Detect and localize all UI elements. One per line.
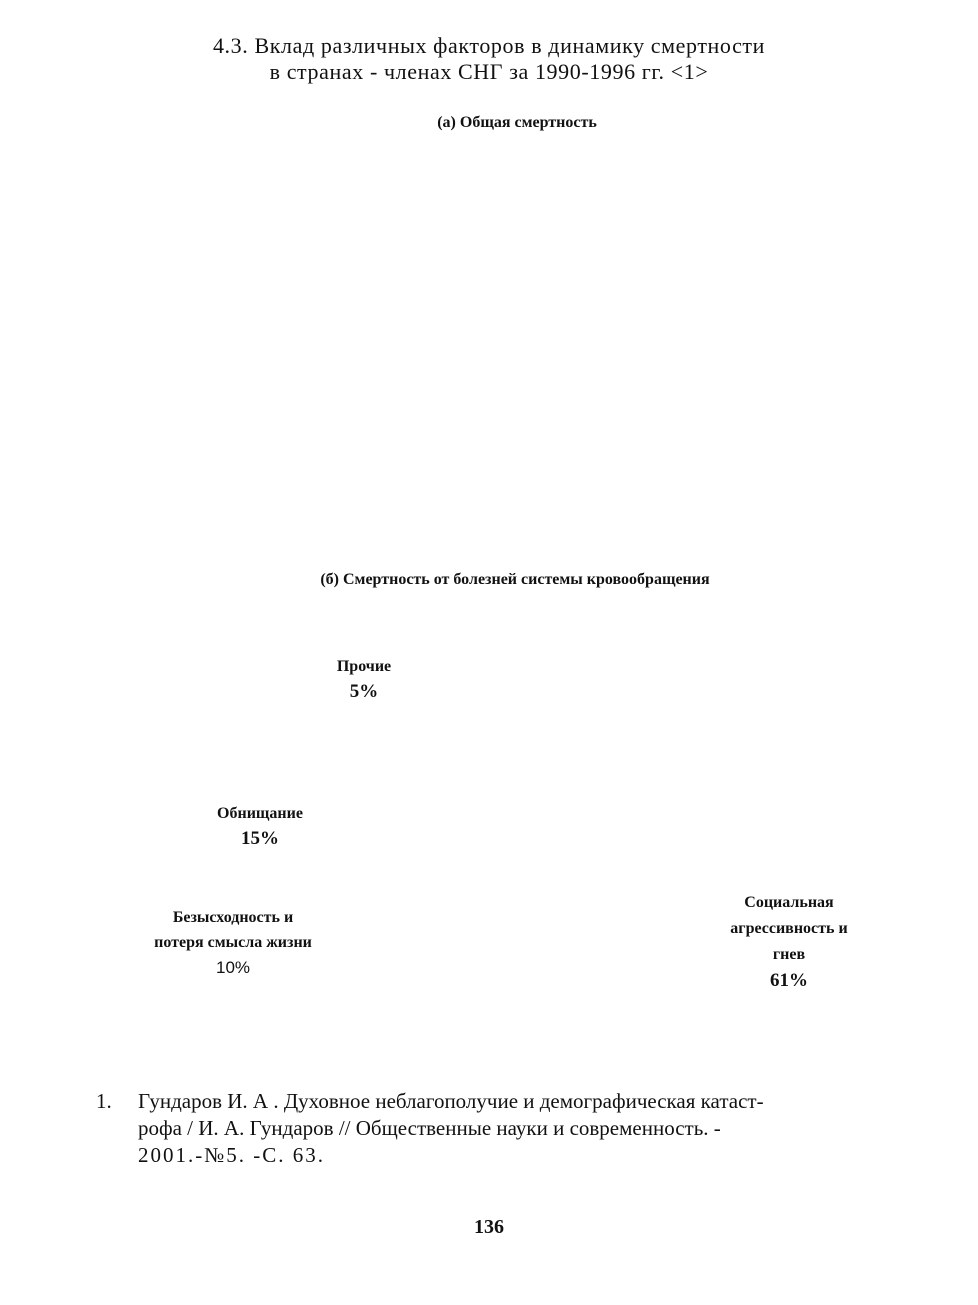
- slice-label-hopelessness-name-1: Безысходность и: [172, 909, 294, 926]
- page-number: 136: [474, 1216, 504, 1238]
- section-title-line1: 4.3. Вклад различных факторов в динамику смертности: [212, 33, 766, 58]
- chart-b-title: (б) Смертность от болезней системы кровообращения: [320, 571, 710, 588]
- footnote-line3: 2001.-№5. -С. 63.: [138, 1143, 326, 1167]
- slice-label-other-name: Прочие: [336, 658, 392, 675]
- slice-label-aggression-value: 61%: [770, 970, 808, 991]
- slice-label-aggression-name-3: гнев: [772, 946, 806, 963]
- footnote-text: [138, 1088, 883, 1169]
- slice-label-hopelessness: [123, 905, 343, 980]
- slice-label-hopelessness-name-2: потеря смысла жизни: [154, 934, 312, 951]
- slice-label-poverty: [190, 801, 330, 851]
- slice-label-aggression: [705, 890, 873, 994]
- footnote-line1: Гундаров И. А . Духовное неблагополучие и демографическая катаст-: [138, 1089, 764, 1113]
- slice-label-other-value: 5%: [349, 681, 379, 702]
- slice-label-aggression-name-1: Социальная: [744, 894, 834, 911]
- slice-label-poverty-value: 15%: [241, 828, 279, 849]
- footnote-line2: рофа / И. А. Гундаров // Общественные науки и современность. -: [138, 1116, 721, 1140]
- slice-label-poverty-name: Обнищание: [217, 805, 303, 822]
- slice-label-aggression-name-2: агрессивность и: [730, 920, 848, 937]
- slice-label-other: [299, 654, 429, 704]
- footnote-number: 1.: [96, 1089, 112, 1113]
- section-title-line2: в странах - членах СНГ за 1990-1996 гг. <1>: [269, 59, 709, 84]
- chart-a-subtitle: (а) Общая смертность: [437, 114, 597, 131]
- slice-label-hopelessness-value: 10%: [215, 958, 251, 977]
